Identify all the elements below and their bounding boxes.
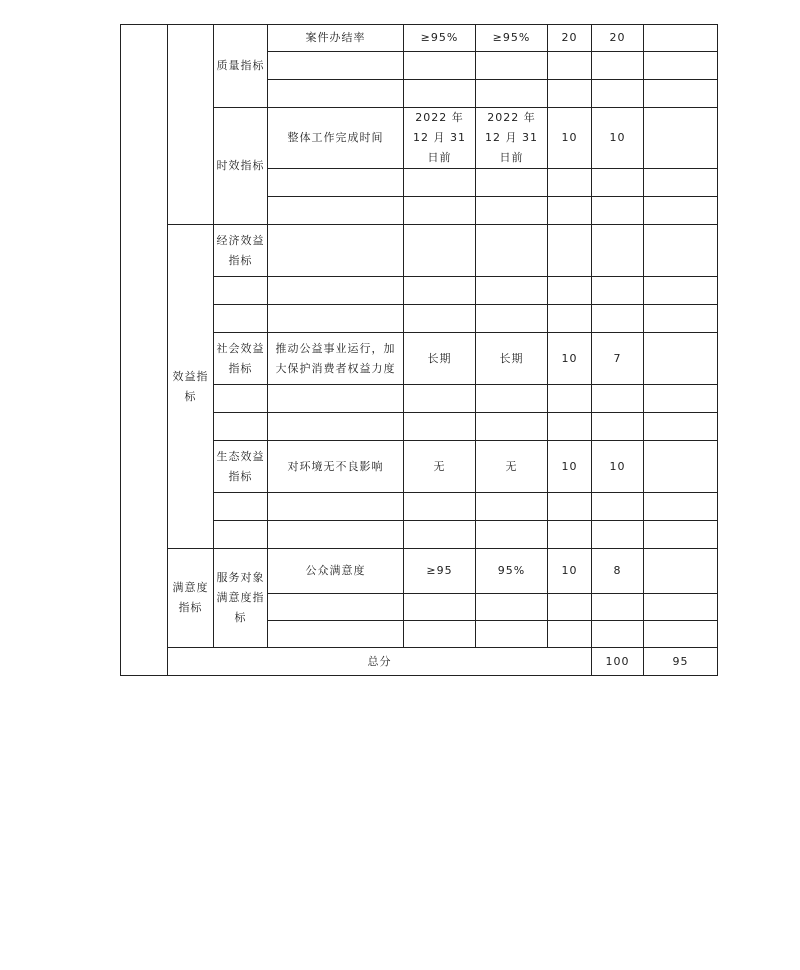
performance-table [120, 24, 718, 676]
public-welfare-score: 7 [592, 333, 644, 385]
public-satisfaction-target: ≥95 [404, 549, 476, 594]
public-welfare-target: 长期 [404, 333, 476, 385]
case-rate-actual: ≥95% [476, 25, 548, 52]
public-welfare-actual: 长期 [476, 333, 548, 385]
output-category-cell [168, 25, 214, 225]
outer-left-cell [121, 25, 168, 676]
environment-target: 无 [404, 441, 476, 493]
environment-name: 对环境无不良影响 [268, 441, 404, 493]
environment-score: 10 [592, 441, 644, 493]
total-weight: 100 [592, 648, 644, 676]
public-welfare-weight: 10 [548, 333, 592, 385]
completion-actual: 2022 年 12 月 31 日前 [476, 108, 548, 169]
case-rate-score: 20 [592, 25, 644, 52]
table-row [121, 25, 718, 52]
completion-weight: 10 [548, 108, 592, 169]
completion-score: 10 [592, 108, 644, 169]
economic-indicator-label: 经济效益指标 [214, 225, 268, 277]
timeliness-indicator-label: 时效指标 [214, 108, 268, 225]
table-row [121, 225, 718, 277]
completion-target: 2022 年 12 月 31 日前 [404, 108, 476, 169]
table-row [121, 549, 718, 594]
total-row [121, 648, 718, 676]
service-satisfaction-label: 服务对象满意度指标 [214, 549, 268, 648]
public-welfare-name: 推动公益事业运行，加大保护消费者权益力度 [268, 333, 404, 385]
quality-indicator-label: 质量指标 [214, 25, 268, 108]
environment-weight: 10 [548, 441, 592, 493]
benefit-indicator-label: 效益指标 [168, 225, 214, 549]
case-rate-name: 案件办结率 [268, 25, 404, 52]
total-label: 总分 [168, 648, 592, 676]
public-satisfaction-score: 8 [592, 549, 644, 594]
total-score: 95 [644, 648, 718, 676]
public-satisfaction-actual: 95% [476, 549, 548, 594]
case-rate-note [644, 25, 718, 52]
social-indicator-label: 社会效益指标 [214, 333, 268, 385]
completion-name: 整体工作完成时间 [268, 108, 404, 169]
case-rate-weight: 20 [548, 25, 592, 52]
public-satisfaction-weight: 10 [548, 549, 592, 594]
ecological-indicator-label: 生态效益指标 [214, 441, 268, 493]
public-satisfaction-name: 公众满意度 [268, 549, 404, 594]
satisfaction-indicator-label: 满意度指标 [168, 549, 214, 648]
case-rate-target: ≥95% [404, 25, 476, 52]
environment-actual: 无 [476, 441, 548, 493]
